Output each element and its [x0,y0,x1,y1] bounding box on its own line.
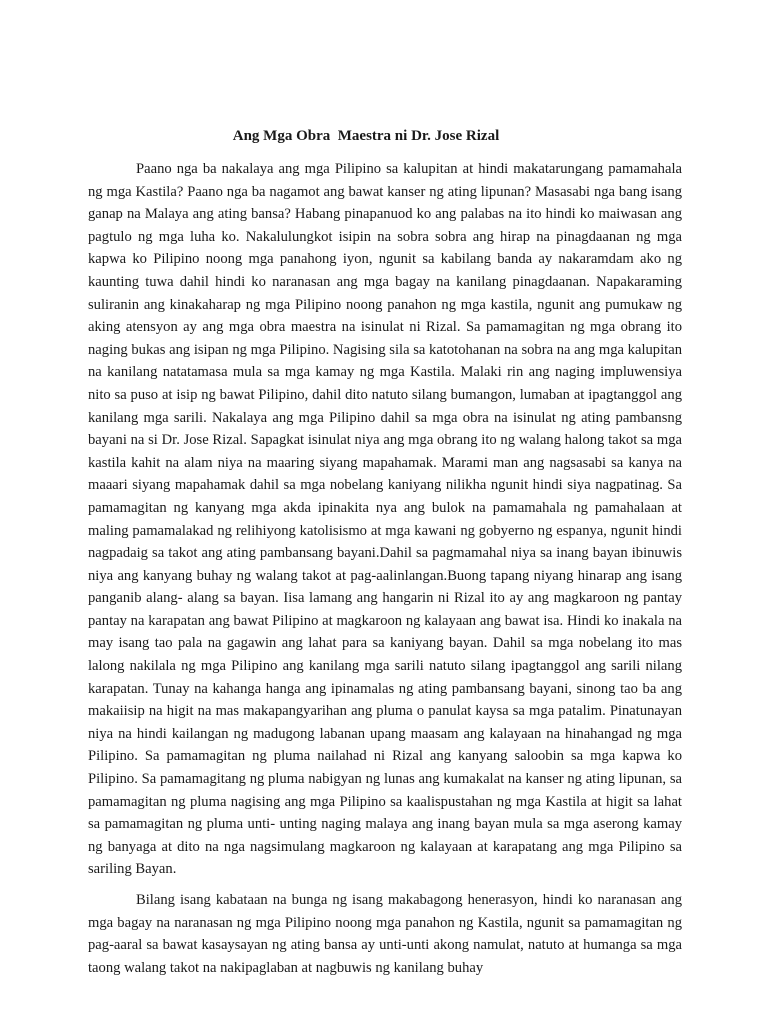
document-title: Ang Mga Obra Maestra ni Dr. Jose Rizal [232,128,500,144]
document-body [88,158,682,979]
paragraph-1: Paano nga ba nakalaya ang mga Pilipino sa kalupitan at hindi makatarungang pamamahala ng mga Kastila? Paano nga ba nagamot ang bawat kanser ng ating lipunan? Masasabi nga bang isang ganap na Malaya ang ating bansa? Habang pinapanuod ko ang palabas na ito hindi ko maiwasan ang pagtulo ng mga luha ko. Nakalulungkot isipin na sobra sobra ang hirap na pinagdaanan ng mga kapwa ko Pilipino noong mga panahong iyon, ngunit sa kabilang banda ay nakaramdam ako ng kaunting tuwa dahil hindi ko naranasan ang mga bagay na kanilang pinagdaanan. Napakaraming suliranin ang kinakaharap ng mga Pilipino noong panahon ng mga kastila, ngunit ang pumukaw ng aking atensyon ay ang mga obra maestra na isinulat ni Rizal. Sa pamamagitan ng mga obrang ito naging bukas ang isipan ng mga Pilipino. Nagising sila sa katotohanan na sobra na ang mga kalupitan na kanilang natatamasa mula sa mga kamay ng mga Kastila. Malaki rin ang naging impluwensiya nito sa puso at isip ng bawat Pilipino, dahil dito natuto silang bumangon, lumaban at ipagtanggol ang kanilang mga sarili. Nakalaya ang mga Pilipino dahil sa mga obra na isinulat ng ating pambansng bayani na si Dr. Jose Rizal. Sapagkat isinulat niya ang mga obrang ito ng walang halong takot sa mga kastila kahit na alam niya na maaring siyang mapahamak. Marami man ang nagsasabi sa kanya na maaari siyang mapahamak dahil sa mga nobelang kaniyang nilikha ngunit hindi siya nagpatinag. Sa pamamagitan ng kanyang mga akda ipinakita nya ang bulok na pamamahala ng pamahalaan at maling pamamalakad ng relihiyong katolisismo at mga kawani ng gobyerno ng espanya, ngunit hindi nagpadaig sa takot ang ating pambansang bayani.Dahil sa pagmamahal niya sa inang bayan ibinuwis niya ang kanyang buhay ng walang takot at pag-aalinlangan.Buong tapang niyang hinarap ang isang panganib alang- alang sa bayan. Iisa lamang ang hangarin ni Rizal ito ay ang magkaroon ng pantay pantay na karapatan ang bawat Pilipino at magkaroon ng kalayaan ang bawat isa. Hindi ko inakala na may isang tao pala na gagawin ang lahat para sa kaniyang bayan. Dahil sa mga nobelang ito mas lalong nakilala ng mga Pilipino ang kanilang mga sarili natuto silang ipagtanggol ang sarili nilang karapatan. Tunay na kahanga hanga ang ipinamalas ng ating pambansang bayani, sinong tao ba ang makaiisip na higit na mas makapangyarihan ang pluma o panulat kaysa sa mga patalim. Pinatunayan niya na hindi kailangan ng madugong labanan upang maasam ang kalayaan na hinahangad ng mga Pilipino. Sa pamamagitan ng pluma nailahad ni Rizal ang kanyang saloobin sa mga kapwa ko Pilipino. Sa pamamagitang ng pluma nabigyan ng lunas ang kumakalat na kanser ng ating lipunan, sa pamamagitan ng pluma nagising ang mga Pilipino sa kaalispustahan ng mga Kastila at higit sa lahat sa pamamagitan ng pluma unti- unting naging malaya ang inang bayan mula sa mga aserong kamay ng banyaga at dito na nga nagsimulang magkaroon ng kalayaan at karapatang ang mga Pilipino sa sariling Bayan. [88,161,682,878]
paragraph-2: Bilang isang kabataan na bunga ng isang makabagong henerasyon, hindi ko naranasan ang mga bagay na naranasan ng mga Pilipino noong mga panahon ng Kastila, ngunit sa pamamagitan ng pag-aaral sa bawat kasaysayan ng ating bansa ay unti-unti akong namulat, natuto at humanga sa mga taong walang takot na nakipaglaban at nagbuwis ng kanilang buhay [88,892,682,976]
